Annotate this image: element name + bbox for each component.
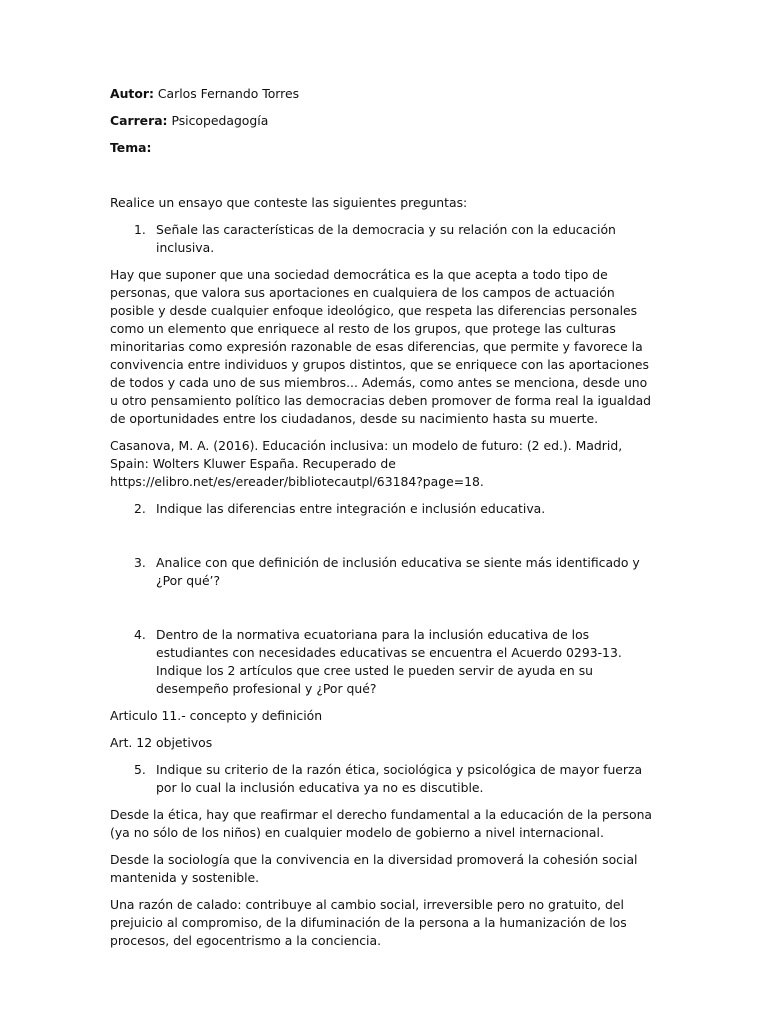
answer-4-line-1: Articulo 11.- concepto y definición — [110, 708, 323, 723]
topic-label: Tema: — [110, 140, 152, 155]
question-2 — [110, 500, 658, 518]
question-text: Dentro de la normativa ecuatoriana para la inclusión educativa de los estudiantes con necesidades educativas se encuentra el Acuerdo 0293-13. Indique los 2 artículos que cree usted le pueden servir de ayuda en su desempeño profesional y ¿Por qué? — [156, 627, 622, 696]
question-text: Señale las características de la democracia y su relación con la educación inclusiva. — [156, 222, 616, 255]
document-page — [110, 85, 658, 959]
question-text: Indique su criterio de la razón ética, sociológica y psicológica de mayor fuerza por lo cual la inclusión educativa ya no es discutible. — [156, 762, 643, 795]
topic-line — [110, 139, 658, 157]
answer-5-ethics: Desde la ética, hay que reafirmar el derecho fundamental a la educación de la persona (ya no sólo de los niños) en cualquier modelo de gobierno a nivel internacional. — [110, 807, 653, 840]
author-label: Autor: — [110, 86, 154, 101]
career-label: Carrera: — [110, 113, 168, 128]
spacer — [110, 166, 658, 194]
question-1 — [110, 221, 658, 257]
answer-5-reason: Una razón de calado: contribuye al cambio social, irreversible pero no gratuito, del prejuicio al compromiso, de la difuminación de la persona a la humanización de los procesos, del egocentrismo a la conciencia. — [110, 897, 627, 948]
question-number: 2. — [134, 501, 146, 516]
career-value: Psicopedagogía — [167, 113, 269, 128]
answer-4-line-2: Art. 12 objetivos — [110, 735, 213, 750]
question-4 — [110, 626, 658, 698]
question-number: 3. — [134, 555, 146, 570]
author-value: Carlos Fernando Torres — [153, 86, 300, 101]
answer-5-sociology: Desde la sociología que la convivencia en la diversidad promoverá la cohesión social mantenida y sostenible. — [110, 852, 638, 885]
spacer — [110, 527, 658, 554]
intro-paragraph: Realice un ensayo que conteste las siguientes preguntas: — [110, 195, 468, 210]
question-3 — [110, 554, 658, 590]
question-text: Analice con que definición de inclusión educativa se siente más identificado y ¿Por qué’? — [156, 555, 640, 588]
question-number: 1. — [134, 222, 146, 237]
question-text: Indique las diferencias entre integración e inclusión educativa. — [156, 501, 546, 516]
citation-paragraph: Casanova, M. A. (2016). Educación inclusiva: un modelo de futuro: (2 ed.). Madrid, Spain: Wolters Kluwer España. Recuperado de https://elibro.net/es/ereader/bibliotecautpl/63184?page=18. — [110, 438, 623, 489]
spacer — [110, 599, 658, 626]
question-number: 4. — [134, 627, 146, 642]
author-line — [110, 85, 658, 103]
answer-1-paragraph: Hay que suponer que una sociedad democrática es la que acepta a todo tipo de personas, que valora sus aportaciones en cualquiera de los campos de actuación posible y desde cualquier enfoque ideológico, que respeta las diferencias personales como un elemento que enriquece al resto de los grupos, que protege las culturas minoritarias como expresión razonable de esas diferencias, que permite y favorece la convivencia entre individuos y grupos distintos, que se enriquece con las aportaciones de todos y cada uno de sus miembros... Además, como antes se menciona, desde uno u otro pensamiento político las democracias deben promover de forma real la igualdad de oportunidades entre los ciudadanos, desde su nacimiento hasta su muerte. — [110, 267, 652, 426]
career-line — [110, 112, 658, 130]
question-5 — [110, 761, 658, 797]
question-number: 5. — [134, 762, 146, 777]
